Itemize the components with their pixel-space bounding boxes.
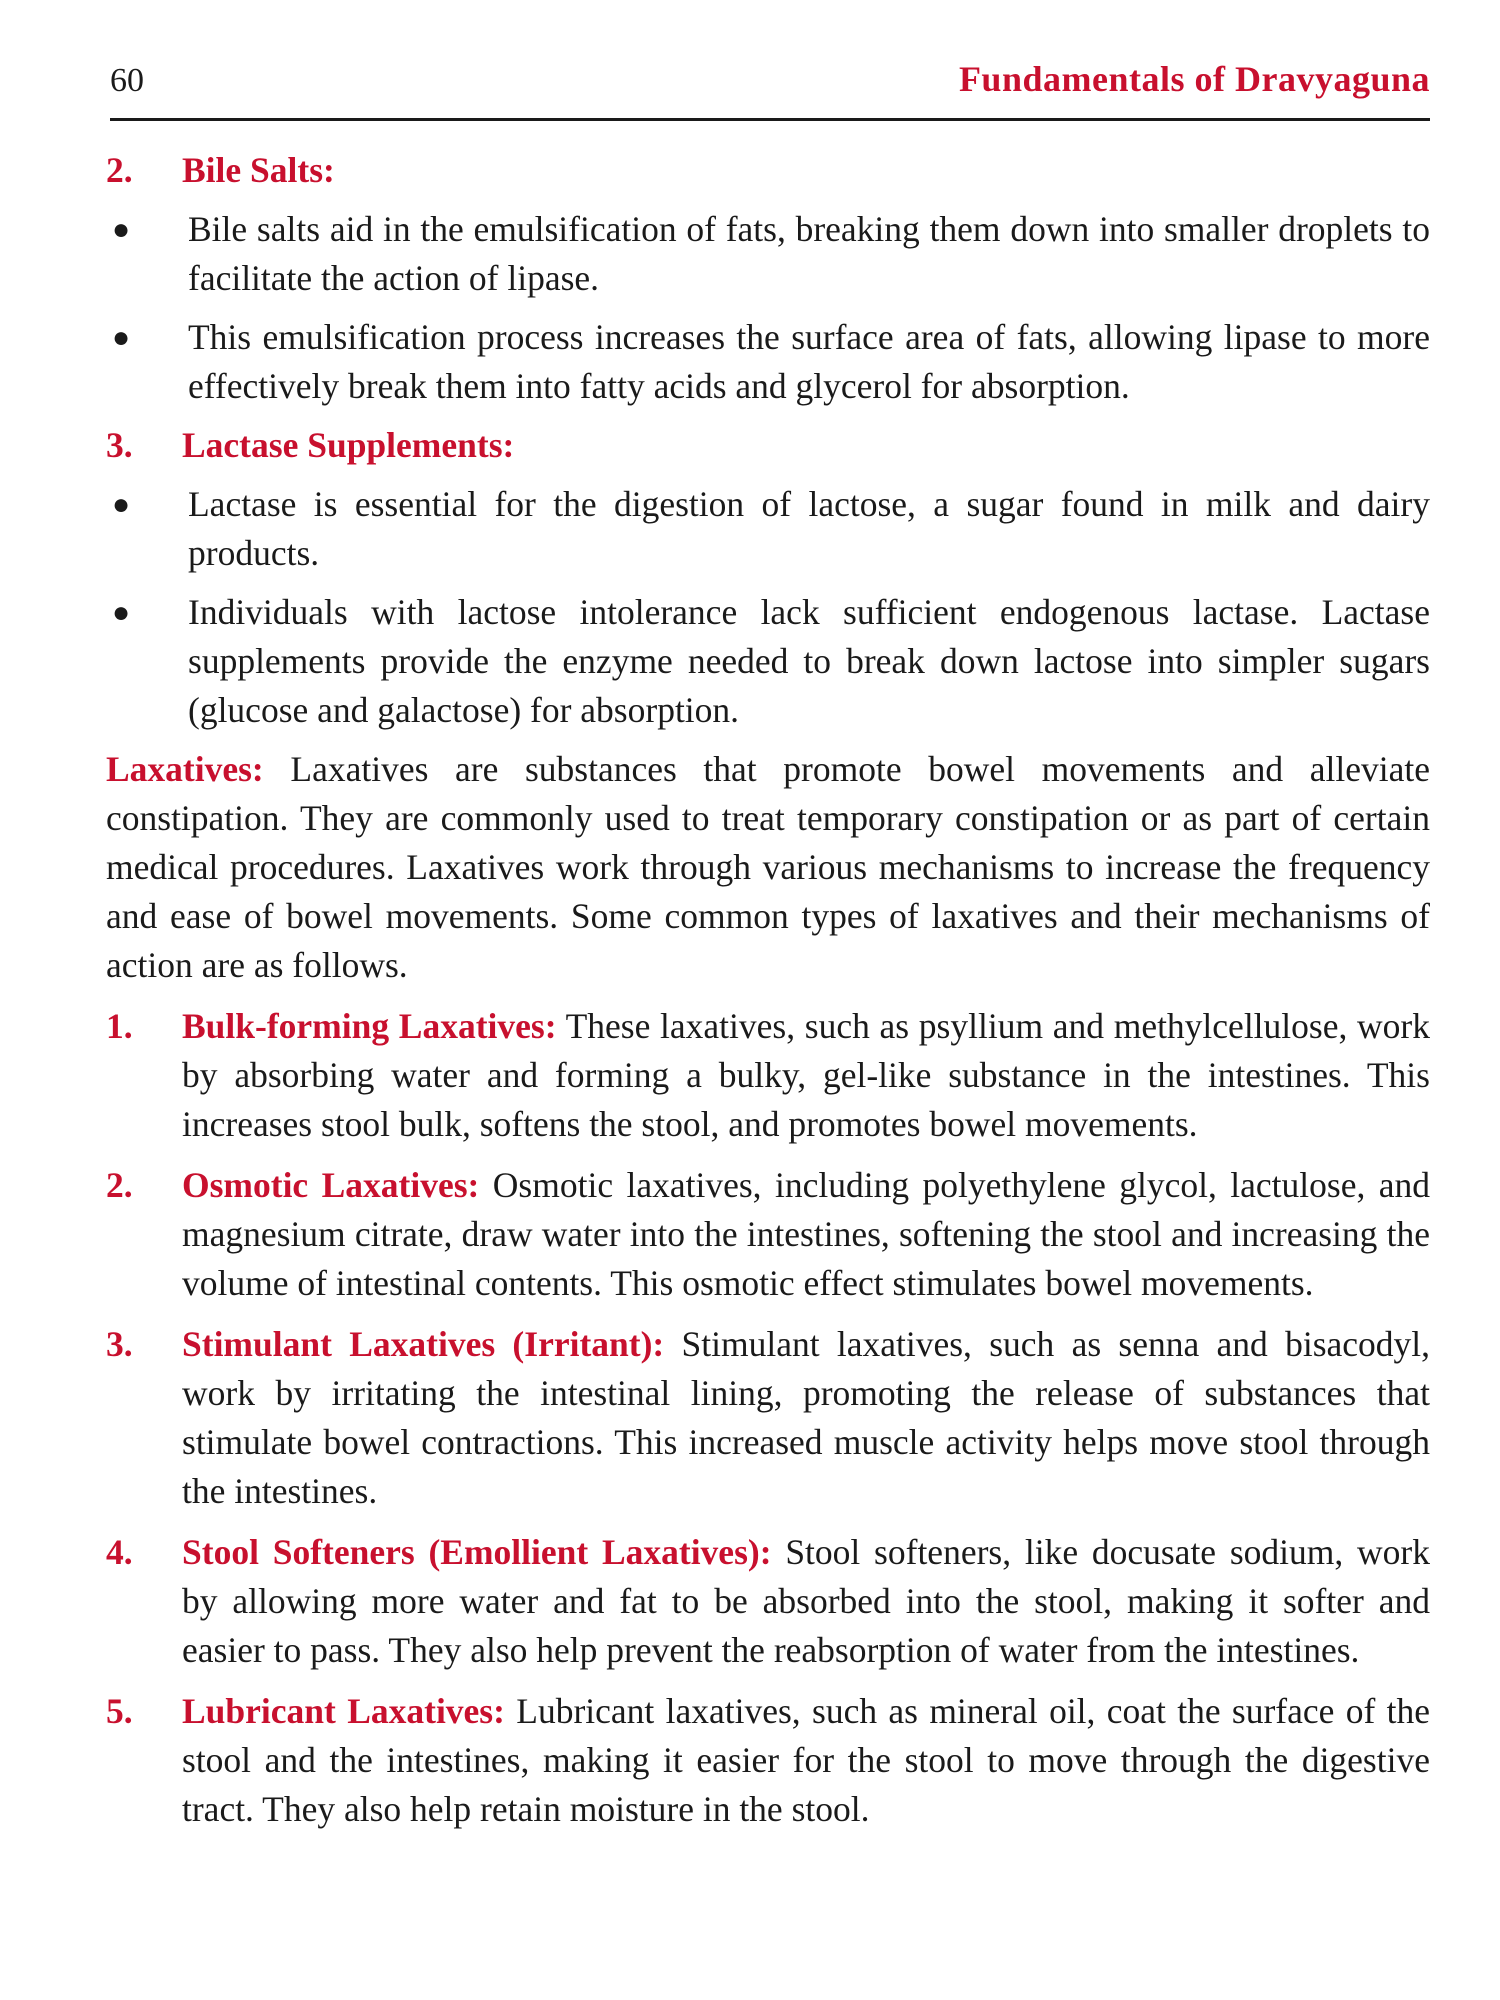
page-number: 60	[110, 62, 144, 99]
section-bile-salts-heading	[106, 146, 1430, 195]
item-text: Stool softeners, like docusate sodium, work by allowing more water and fat to be absorbed into the stool, making it softer and easier to pass. They also help prevent the reabsorption of water from the intestines.	[182, 1532, 1430, 1670]
laxatives-text: Laxatives are substances that promote bowel movements and alleviate constipation. They are commonly used to treat temporary constipation or as part of certain medical procedures. Laxatives work through various mechanisms to increase the frequency and ease of bowel movements. Some common types of laxatives and their mechanisms of action are as follows.	[106, 749, 1430, 985]
item-text: Osmotic laxatives, including polyethylene glycol, lactulose, and magnesium citrate, draw water into the intestines, softening the stool and increasing the volume of intestinal contents. This osmotic effect stimulates bowel movements.	[182, 1165, 1431, 1303]
list-item	[106, 480, 1430, 578]
item-term: Stool Softeners (Emollient Laxatives):	[182, 1532, 772, 1572]
laxative-type-item	[106, 1161, 1430, 1308]
running-header	[110, 58, 1430, 114]
bullet-text: This emulsification process increases the surface area of fats, allowing lipase to more effectively break them into fatty acids and glycerol for absorption.	[188, 317, 1430, 406]
item-number: 4.	[106, 1532, 133, 1572]
bullet-text: Lactase is essential for the digestion of lactose, a sugar found in milk and dairy products.	[188, 484, 1430, 573]
list-item	[106, 205, 1430, 303]
item-term: Osmotic Laxatives:	[182, 1165, 480, 1205]
item-number: 2.	[106, 1165, 133, 1205]
laxatives-label: Laxatives:	[106, 749, 264, 789]
bullet-icon: ●	[112, 321, 131, 354]
book-title: Fundamentals of Dravyaguna	[958, 59, 1430, 99]
item-term: Lubricant Laxatives:	[182, 1691, 505, 1731]
bullet-icon: ●	[112, 488, 131, 521]
laxative-type-item	[106, 1320, 1430, 1516]
section-lactase-heading	[106, 421, 1430, 470]
bullet-icon: ●	[112, 596, 131, 629]
section-number: 3.	[106, 425, 133, 465]
laxative-type-item	[106, 1002, 1430, 1149]
section-heading: Lactase Supplements:	[182, 425, 515, 465]
header-rule	[110, 118, 1430, 121]
item-term: Bulk-forming Laxatives:	[182, 1006, 557, 1046]
item-term: Stimulant Laxatives (Irritant):	[182, 1324, 665, 1364]
item-text: Stimulant laxatives, such as senna and bisacodyl, work by irritating the intestinal lining, promoting the release of substances that stimulate bowel contractions. This increased muscle activity helps move stool through the intestines.	[182, 1324, 1431, 1511]
item-number: 1.	[106, 1006, 133, 1046]
laxatives-paragraph	[106, 745, 1430, 990]
laxative-type-item	[106, 1528, 1430, 1675]
item-text: Lubricant laxatives, such as mineral oil, coat the surface of the stool and the intestines, making it easier for the stool to move through the digestive tract. They also help retain moisture in the stool.	[182, 1691, 1430, 1829]
page-content	[106, 146, 1430, 1846]
list-item	[106, 588, 1430, 735]
bullet-text: Bile salts aid in the emulsification of fats, breaking them down into smaller droplets to facilitate the action of lipase.	[188, 209, 1430, 298]
section-number: 2.	[106, 150, 133, 190]
list-item	[106, 313, 1430, 411]
item-number: 5.	[106, 1691, 133, 1731]
laxative-type-item	[106, 1687, 1430, 1834]
item-number: 3.	[106, 1324, 133, 1364]
section-heading: Bile Salts:	[182, 150, 335, 190]
bullet-text: Individuals with lactose intolerance lack sufficient endogenous lactase. Lactase supplements provide the enzyme needed to break down lactose into simpler sugars (glucose and galactose) for absorption.	[188, 592, 1430, 730]
item-text: These laxatives, such as psyllium and methylcellulose, work by absorbing water and forming a bulky, gel-like substance in the intestines. This increases stool bulk, softens the stool, and promotes bowel movements.	[182, 1006, 1430, 1144]
bullet-icon: ●	[112, 213, 131, 246]
